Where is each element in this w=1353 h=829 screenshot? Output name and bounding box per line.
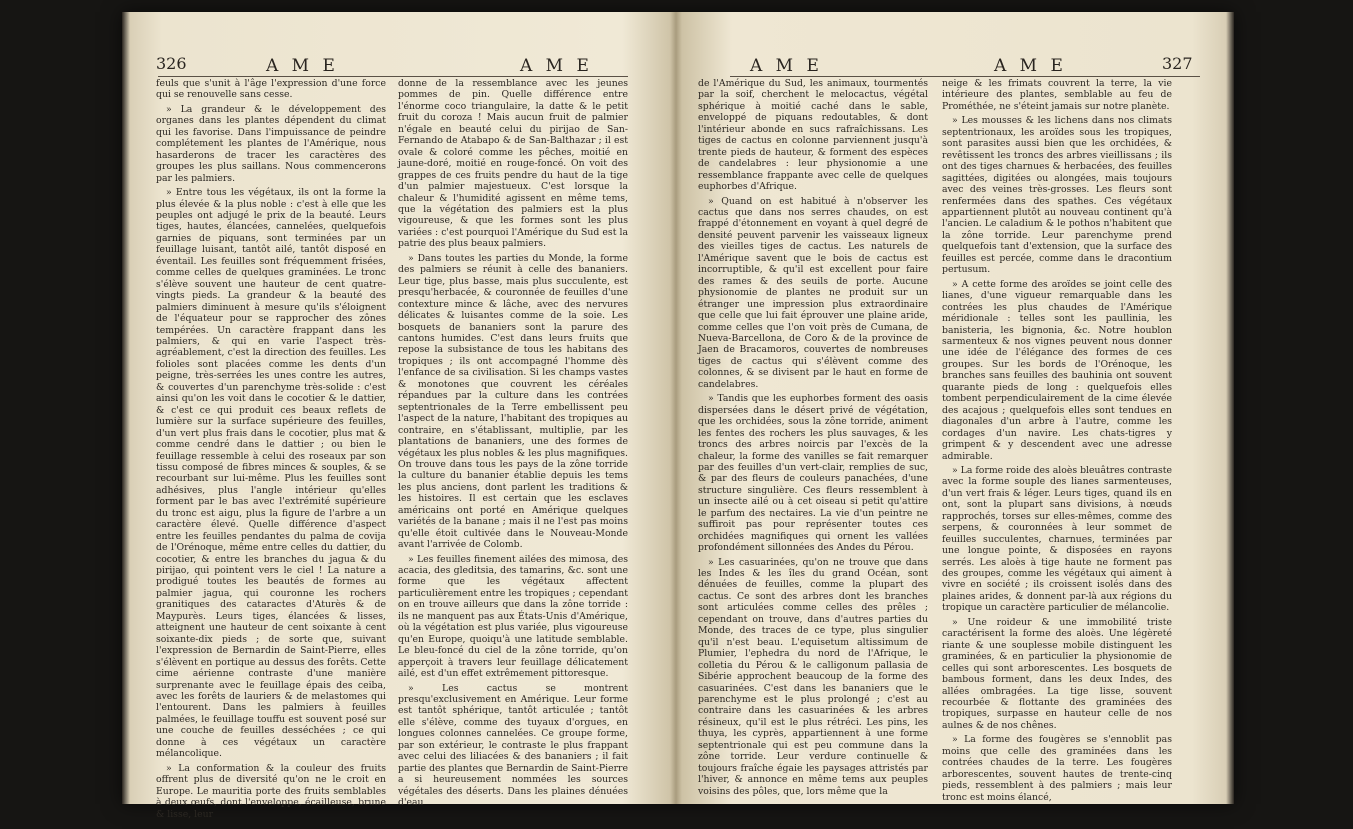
running-head: A M E [520, 56, 593, 76]
paragraph: » Quand on est habitué à n'observer les cactus que dans nos serres chaudes, on est frappé d'étonnement en voyant à quel degré de densité peuvent parvenir les vaisseaux ligneux des vieilles tiges de cactus. Les naturels de l'Amérique savent que le bois de cactus est incorruptible, & qu'il est excellent pour faire des rames & des seuils de porte. Aucune physionomie de plantes ne produit sur un étranger une impression plus extraordinaire que celle que lui fait éprouver une plaine aride, comme celles que l'on voit près de Cumana, de Nueva-Barcellona, de Coro & de la province de Jaen de Bracamoros, couvertes de nombreuses tiges de cactus qui s'élèvent comme des colonnes, & se divisent par le haut en forme de candelabres. [698, 195, 928, 390]
paragraph: » Les casuarinées, qu'on ne trouve que dans les Indes & les îles du grand Océan, sont dénuées de feuilles, comme la plupart des cactus. Ce sont des arbres dont les branches sont articulées comme celles des prêles ; cependant on trouve, dans d'autres parties du Monde, des traces de ce type, plus singulier qu'il n'est beau. L'equisetum altissimum de Plumier, l'ephedra du nord de l'Afrique, le colletia du Pérou & le calligonum pallasia de Sibérie approchent beaucoup de la forme des casuarinées. C'est dans les bananiers que le parenchyme est le plus prolongé ; c'est au contraire dans les casuarinées & les arbres résineux, qu'il est le plus rétréci. Les pins, les thuya, les cyprès, appartiennent à une forme septentrionale qui est peu commune dans la zône torride. Leur verdure continuelle & toujours fraîche égaie les paysages attristés par l'hiver, & annonce en même tems aux peuples voisins des pôles, que, lors même que la [698, 556, 928, 797]
left-page [122, 12, 678, 820]
paragraph: » Entre tous les végétaux, ils ont la forme la plus élevée & la plus noble : c'est à elle que les peuples ont adjugé le prix de la beauté. Leurs tiges, hautes, élancées, cannelées, quelquefois garnies de piquans, sont terminées par un feuillage luisant, tantôt ailé, tantôt disposé en éventail. Les feuilles sont fréquemment frisées, comme celles de quelques graminées. Le tronc s'élève souvent une hauteur de cent quatre-vingts pieds. La grandeur & la beauté des palmiers diminuent à mesure qu'ils s'éloignent de l'équateur pour se rapprocher des zônes tempérées. Un caractère frappant dans les palmiers, & qui en varie l'aspect très-agréablement, c'est la direction des feuilles. Les folioles sont placées comme les dents d'un peigne, très-serrées les unes contre les autres, & couvertes d'un parenchyme très-solide : c'est ainsi qu'on les voit dans le cocotier & le dattier, & c'est ce qui produit ces beaux reflets de lumière sur la surface supérieure des feuilles, d'un vert plus frais dans le cocotier, plus mat & comme cendré dans le dattier ; ou bien le feuillage ressemble à celui des roseaux par son tissu composé de fibres minces & souples, & se recourbant sur lui-même. Plus les feuilles sont adhésives, plus l'angle intérieur qu'elles forment par le bas avec l'extrémité supérieure du tronc est aigu, plus la figure de l'arbre a un caractère élevé. Quelle différence d'aspect entre les feuilles pendantes du palma de covija de l'Orénoque, même entre celles du dattier, du cocotier, & entre les branches du jagua & du pirijao, qui pointent vers le ciel ! La nature a prodigué toutes les beautés de formes au palmier jagua, qui couronne les rochers granitiques des cataractes d'Aturès & de Maypurès. Leurs tiges, élancées & lisses, atteignent une hauteur de cent soixante à cent soixante-dix pieds ; de sorte que, suivant l'expression de Bernardin de Saint-Pierre, elles s'élèvent en portique au dessus des forêts. Cette cime aérienne contraste d'une manière surprenante avec le feuillage épais des ceiba, avec les forêts de lauriers & de melastomes qui l'entourent. Dans les palmiers à feuilles palmées, le feuillage touffu est souvent posé sur une couche de feuilles desséchées ; ce qui donne à ces végétaux un caractère mélancolique. [156, 187, 386, 760]
paragraph: » La conformation & la couleur des fruits offrent plus de diversité qu'on ne le croit en Europe. Le mauritia porte des fruits semblables à deux œufs, dont l'enveloppe, écailleuse, brune & lisse, leur [156, 762, 386, 820]
running-head: A M E [994, 56, 1067, 76]
paragraph: » Les cactus se montrent presqu'exclusivement en Amérique. Leur forme est tantôt sphérique, tantôt articulée ; tantôt elle s'élève, comme des tuyaux d'orgues, en longues colonnes cannelées. Ce groupe forme, par son extérieur, le contraste le plus frappant avec celui des liliacées & des bananiers ; il fait partie des plantes que Bernardin de Saint-Pierre a si heureusement nommées les sources végétales des déserts. Dans les plaines dénuées d'eau [398, 682, 628, 809]
paragraph: » A cette forme des aroïdes se joint celle des lianes, d'une vigueur remarquable dans les contrées les plus chaudes de l'Amérique méridionale : telles sont les paullinia, les banisteria, les bignonia, &c. Notre houblon sarmenteux & nos vignes peuvent nous donner une idée de l'élégance des formes de ces groupes. Sur les bords de l'Orénoque, les branches sans feuilles des bauhinia ont souvent quarante pieds de long : quelquefois elles tombent perpendiculairement de la cime élevée des acajous ; quelquefois elles sont tendues en diagonales d'un arbre à l'autre, comme les cordages d'un navire. Les chats-tigres y grimpent & y descendent avec une adresse admirable. [942, 278, 1172, 462]
header-rule [158, 76, 628, 77]
paragraph: » Dans toutes les parties du Monde, la forme des palmiers se réunit à celle des bananiers. Leur tige, plus basse, mais plus succulente, est presqu'herbacée, & couronnée de feuilles d'une contexture mince & lâche, avec des nervures délicates & luisantes comme de la soie. Les bosquets de bananiers sont la parure des cantons humides. C'est dans leurs fruits que repose la subsistance de tous les habitans des tropiques ; ils ont accompagné l'homme dès l'enfance de sa civilisation. Si les champs vastes & monotones que couvrent les céréales répandues par la culture dans les contrées septentrionales de la Terre embellissent peu l'aspect de la nature, l'habitant des tropiques au contraire, en s'établissant, multiplie, par les plantations de bananiers, une des formes de végétaux les plus nobles & les plus magnifiques. On trouve dans tous les pays de la zône torride la culture du bananier établie depuis les tems les plus anciens, dont parlent les traditions & les histoires. Il est certain que les esclaves américains ont porté en Amérique quelques variétés de la banane ; mais il ne l'est pas moins qu'elle étoit cultivée dans le Nouveau-Monde avant l'arrivée de Colomb. [398, 252, 628, 551]
paragraph: neige & les frimats couvrent la terre, la vie intérieure des plantes, semblable au feu de Prométhée, ne s'éteint jamais sur notre planète. [942, 78, 1172, 112]
right-page [678, 12, 1234, 804]
text-column [942, 78, 1172, 803]
page-number: 327 [1162, 54, 1193, 73]
header-rule [730, 76, 1200, 77]
text-column [156, 78, 386, 820]
paragraph: » Les feuilles finement ailées des mimosa, des acacia, des gleditsia, des tamarins, &c. sont une forme que les végétaux affectent particulièrement entre les tropiques ; cependant on en trouve ailleurs que dans la zône torride : ils ne manquent pas aux États-Unis d'Amérique, où la végétation est plus variée, plus vigoureuse qu'en Europe, quoiqu'à une latitude semblable. Le bleu-foncé du ciel de la zône torride, qu'on apperçoit à travers leur feuillage délicatement ailé, est d'un effet extrêmement pittoresque. [398, 553, 628, 680]
paragraph: » La forme roide des aloès bleuâtres contraste avec la forme souple des lianes sarmenteuses, d'un vert frais & léger. Leurs tiges, quand ils en ont, sont la plupart sans divisions, à nœuds rapprochés, torses sur elles-mêmes, comme des serpens, & couronnées à leur sommet de feuilles succulentes, charnues, terminées par une longue pointe, & disposées en rayons serrés. Les aloès à tige haute ne forment pas des groupes, comme les végétaux qui aiment à vivre en société ; ils croissent isolés dans des plaines arides, & donnent par-là aux régions du tropique un caractère particulier de mélancolie. [942, 464, 1172, 614]
running-head: A M E [750, 56, 823, 76]
paragraph: » La grandeur & le développement des organes dans les plantes dépendent du climat qui les favorise. Dans l'impuissance de peindre complétement les plantes de l'Amérique, nous hasarderons de tracer les caractères des groupes les plus saillans. Nous commencerons par les palmiers. [156, 103, 386, 184]
paragraph: » Les mousses & les lichens dans nos climats septentrionaux, les aroïdes sous les tropiques, sont parasites aussi bien que les orchidées, & revêtissent les troncs des arbres vieillissans ; ils ont des tiges charnues & herbacées, des feuilles sagittées, digitées ou alongées, mais toujours avec des veines très-grosses. Les fleurs sont renfermées dans des spathes. Ces végétaux appartiennent plutôt au nouveau continent qu'à l'ancien. Le caladium & le pothos n'habitent que la zône torride. Leur parenchyme prend quelquefois tant d'extension, que la surface des feuilles est percée, comme dans le dracontium pertusum. [942, 115, 1172, 276]
paragraph: donne de la ressemblance avec les jeunes pommes de pin. Quelle différence entre l'énorme coco triangulaire, la datte & le petit fruit du coroza ! Mais aucun fruit de palmier n'égale en beauté celui du pirijao de San-Fernando de Atabapo & de San-Balthazar ; il est ovale & coloré comme les pêches, moitié en jaune-doré, moitié en rouge-foncé. On voit des grappes de ces fruits pendre du haut de la tige d'un palmier majestueux. C'est lorsque la chaleur & l'humidité agissent en même tems, que la végétation des palmiers est la plus vigoureuse, & que les formes sont les plus variées : c'est pourquoi l'Amérique du Sud est la patrie des plus beaux palmiers. [398, 78, 628, 250]
text-column [398, 78, 628, 809]
paragraph: » Une roideur & une immobilité triste caractérisent la forme des aloès. Une légèreté riante & une souplesse mobile distinguent les graminées, & en particulier la physionomie de celles qui sont arborescentes. Les bosquets de bambous forment, dans les deux Indes, des allées ombragées. La tige lisse, souvent recourbée & flottante des graminées des tropiques, surpasse en hauteur celle de nos aulnes & de nos chênes. [942, 616, 1172, 731]
book-spread [122, 12, 1234, 820]
running-head: A M E [266, 56, 339, 76]
page-number: 326 [156, 54, 187, 73]
text-column [698, 78, 928, 797]
paragraph: » La forme des fougères se s'ennoblit pas moins que celle des graminées dans les contrées chaudes de la terre. Les fougères arborescentes, souvent hautes de trente-cinq pieds, ressemblent à des palmiers ; mais leur tronc est moins élancé, [942, 734, 1172, 803]
paragraph: feuls que s'unit à l'âge l'expression d'une force qui se renouvelle sans cesse. [156, 78, 386, 101]
paragraph: » Tandis que les euphorbes forment des oasis dispersées dans le désert privé de végétation, que les orchidées, sous la zône torride, animent les fentes des rochers les plus sauvages, & les troncs des arbres noircis par l'excès de la chaleur, la forme des vanilles se fait remarquer par des feuilles d'un vert-clair, remplies de suc, & par des fleurs de couleurs panachées, d'une structure singulière. Ces fleurs ressemblent à un insecte ailé ou à cet oiseau si petit qu'attire le parfum des nectaires. La vie d'un peintre ne suffiroit pas pour représenter toutes ces orchidées magnifiques qui ornent les vallées profondément sillonnées des Andes du Pérou. [698, 393, 928, 554]
paragraph: de l'Amérique du Sud, les animaux, tourmentés par la soif, cherchent le melocactus, végétal sphérique à moitié caché dans le sable, enveloppé de piquans redoutables, & dont l'intérieur abonde en sucs rafraîchissans. Les tiges de cactus en colonne parviennent jusqu'à trente pieds de hauteur, & forment des espèces de candelabres : leur physionomie a une ressemblance frappante avec celle de quelques euphorbes d'Afrique. [698, 78, 928, 193]
